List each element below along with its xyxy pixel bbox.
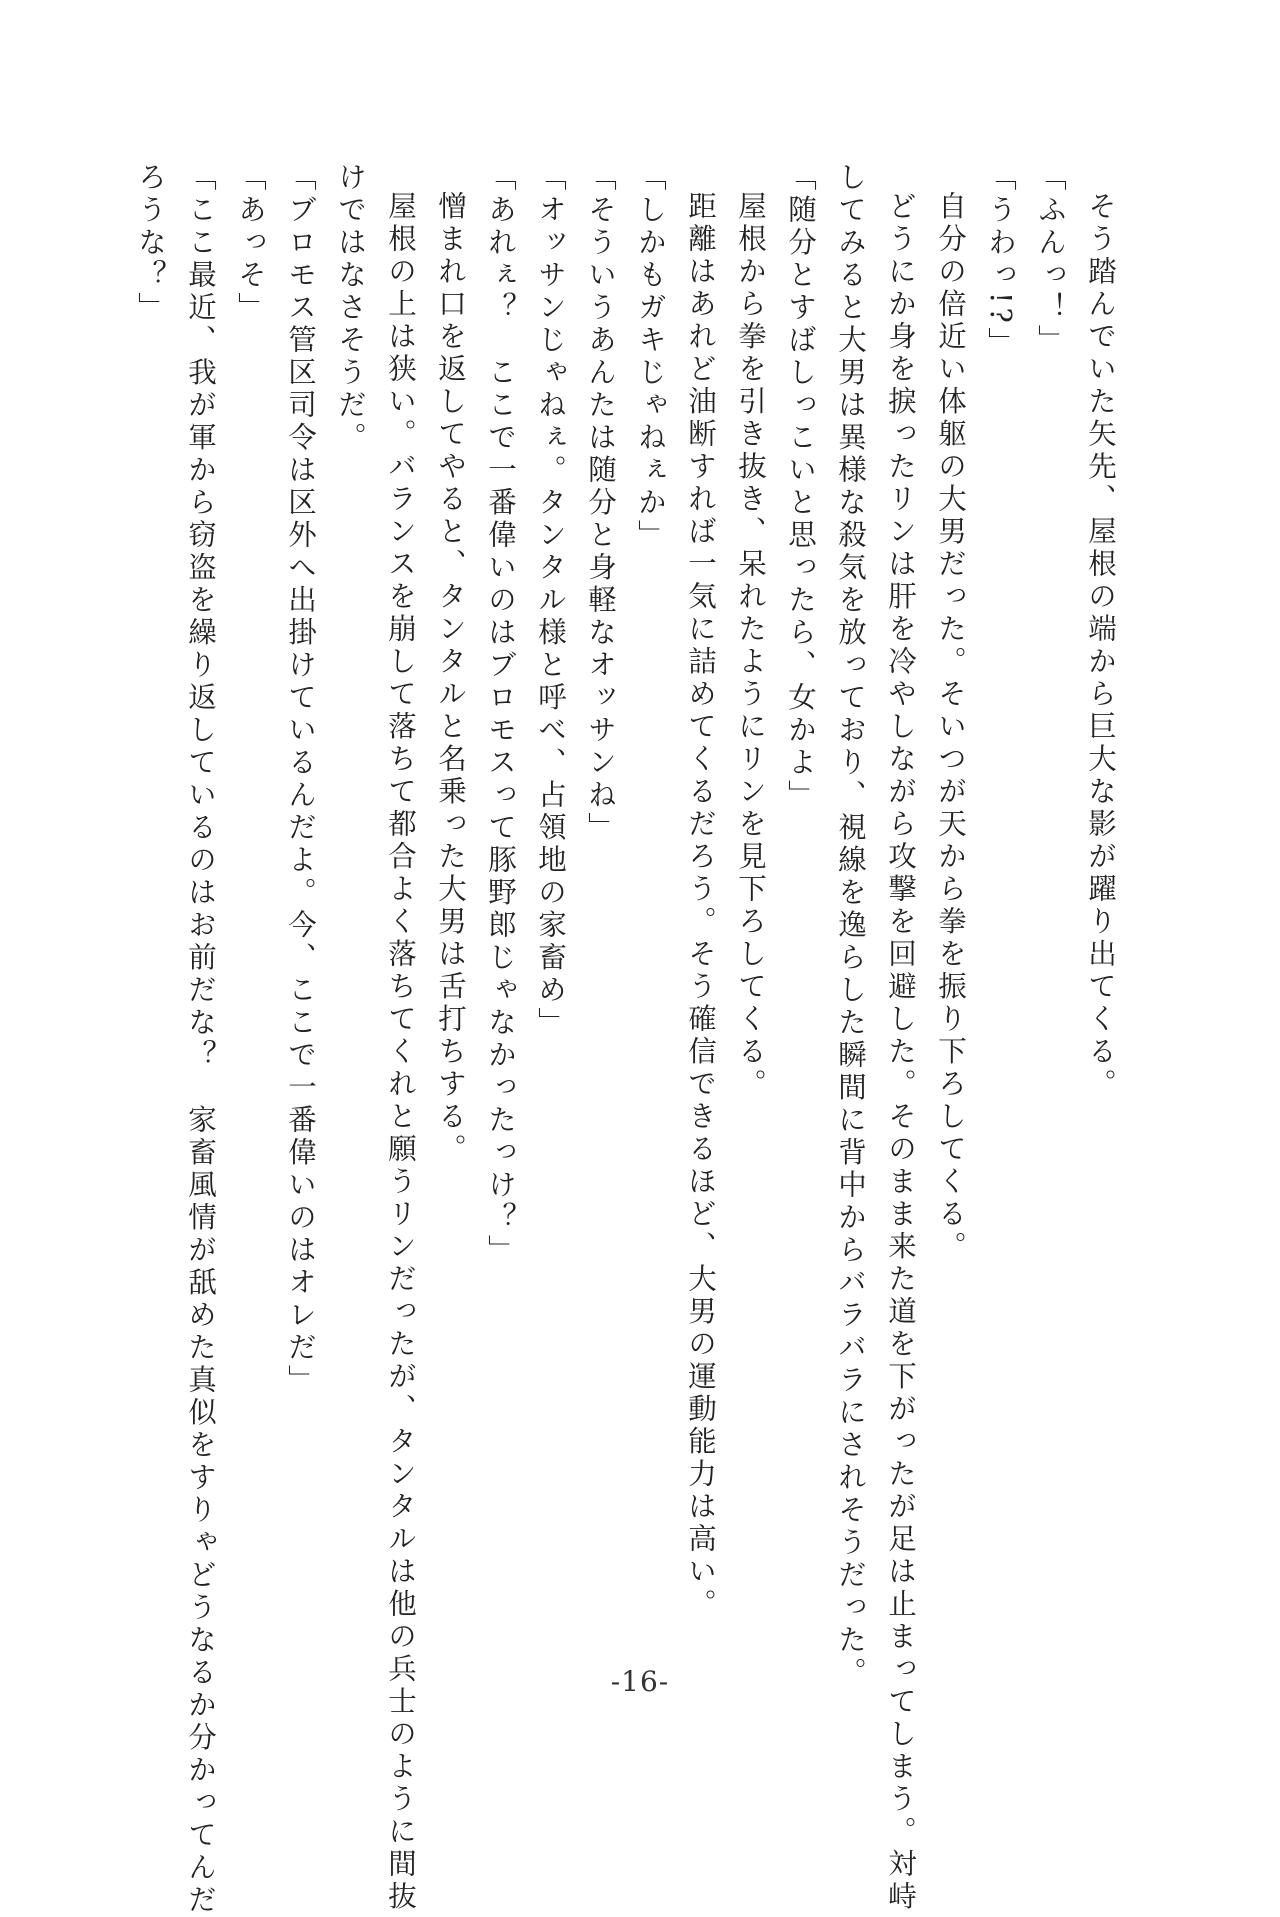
text-line: どうにか身を捩ったリンは肝を冷やしながら攻撃を回避した。そのまま来た道を下がったが足は止まってしまう。対峙 [884, 190, 917, 1913]
text-line: 「あれぇ？ ここで一番偉いのはブロモスって豚野郎じゃなかったっけ？」 [484, 162, 517, 1267]
page-number: -16- [610, 1665, 670, 1698]
text-line: 「ここ最近、我が軍から窃盗を繰り返しているのはお前だな？ 家畜風情が舐めた真似をすりゃどうなるか分かってんだ [184, 162, 217, 1917]
text-line: 憎まれ口を返してやると、タンタルと名乗った大男は舌打ちする。 [434, 190, 467, 1166]
text-line: 「そういうあんたは随分と身軽なオッサンね」 [584, 162, 617, 845]
text-line: してみると大男は異様な殺気を放っており、視線を逸らした瞬間に背中からバラバラにされそうだった。 [834, 162, 867, 1690]
text-line: ろうな？」 [134, 162, 167, 325]
text-line: 屋根の上は狭い。バランスを崩して落ちて都合よく落ちてくれと願うリンだったが、タンタルは他の兵士のように間抜 [384, 190, 417, 1913]
text-line: けではなさそうだ。 [334, 162, 367, 455]
text-line: 自分の倍近い体躯の大男だった。そいつが天から拳を振り下ろしてくる。 [934, 190, 967, 1263]
text-line: 「うわっ!?」 [984, 162, 1017, 360]
text-line: 「オッサンじゃねぇ。タンタル様と呼べ、占領地の家畜め」 [534, 162, 567, 1040]
text-line: 「しかもガキじゃねぇか」 [634, 162, 667, 552]
text-line: 「随分とすばしっこいと思ったら、女かよ」 [784, 162, 817, 812]
text-line: 「ふんっ！」 [1034, 162, 1067, 357]
text-line: 「ブロモス管区司令は区外へ出掛けているんだよ。今、ここで一番偉いのはオレだ」 [284, 162, 317, 1397]
text-line: 距離はあれど油断すれば一気に詰めてくるだろう。そう確信できるほど、大男の運動能力は高い。 [684, 190, 717, 1621]
text-line: 屋根から拳を引き抜き、呆れたようにリンを見下ろしてくる。 [734, 190, 767, 1101]
text-line: そう踏んでいた矢先、屋根の端から巨大な影が躍り出てくる。 [1084, 190, 1117, 1101]
text-line: 「あっそ」 [234, 162, 267, 325]
